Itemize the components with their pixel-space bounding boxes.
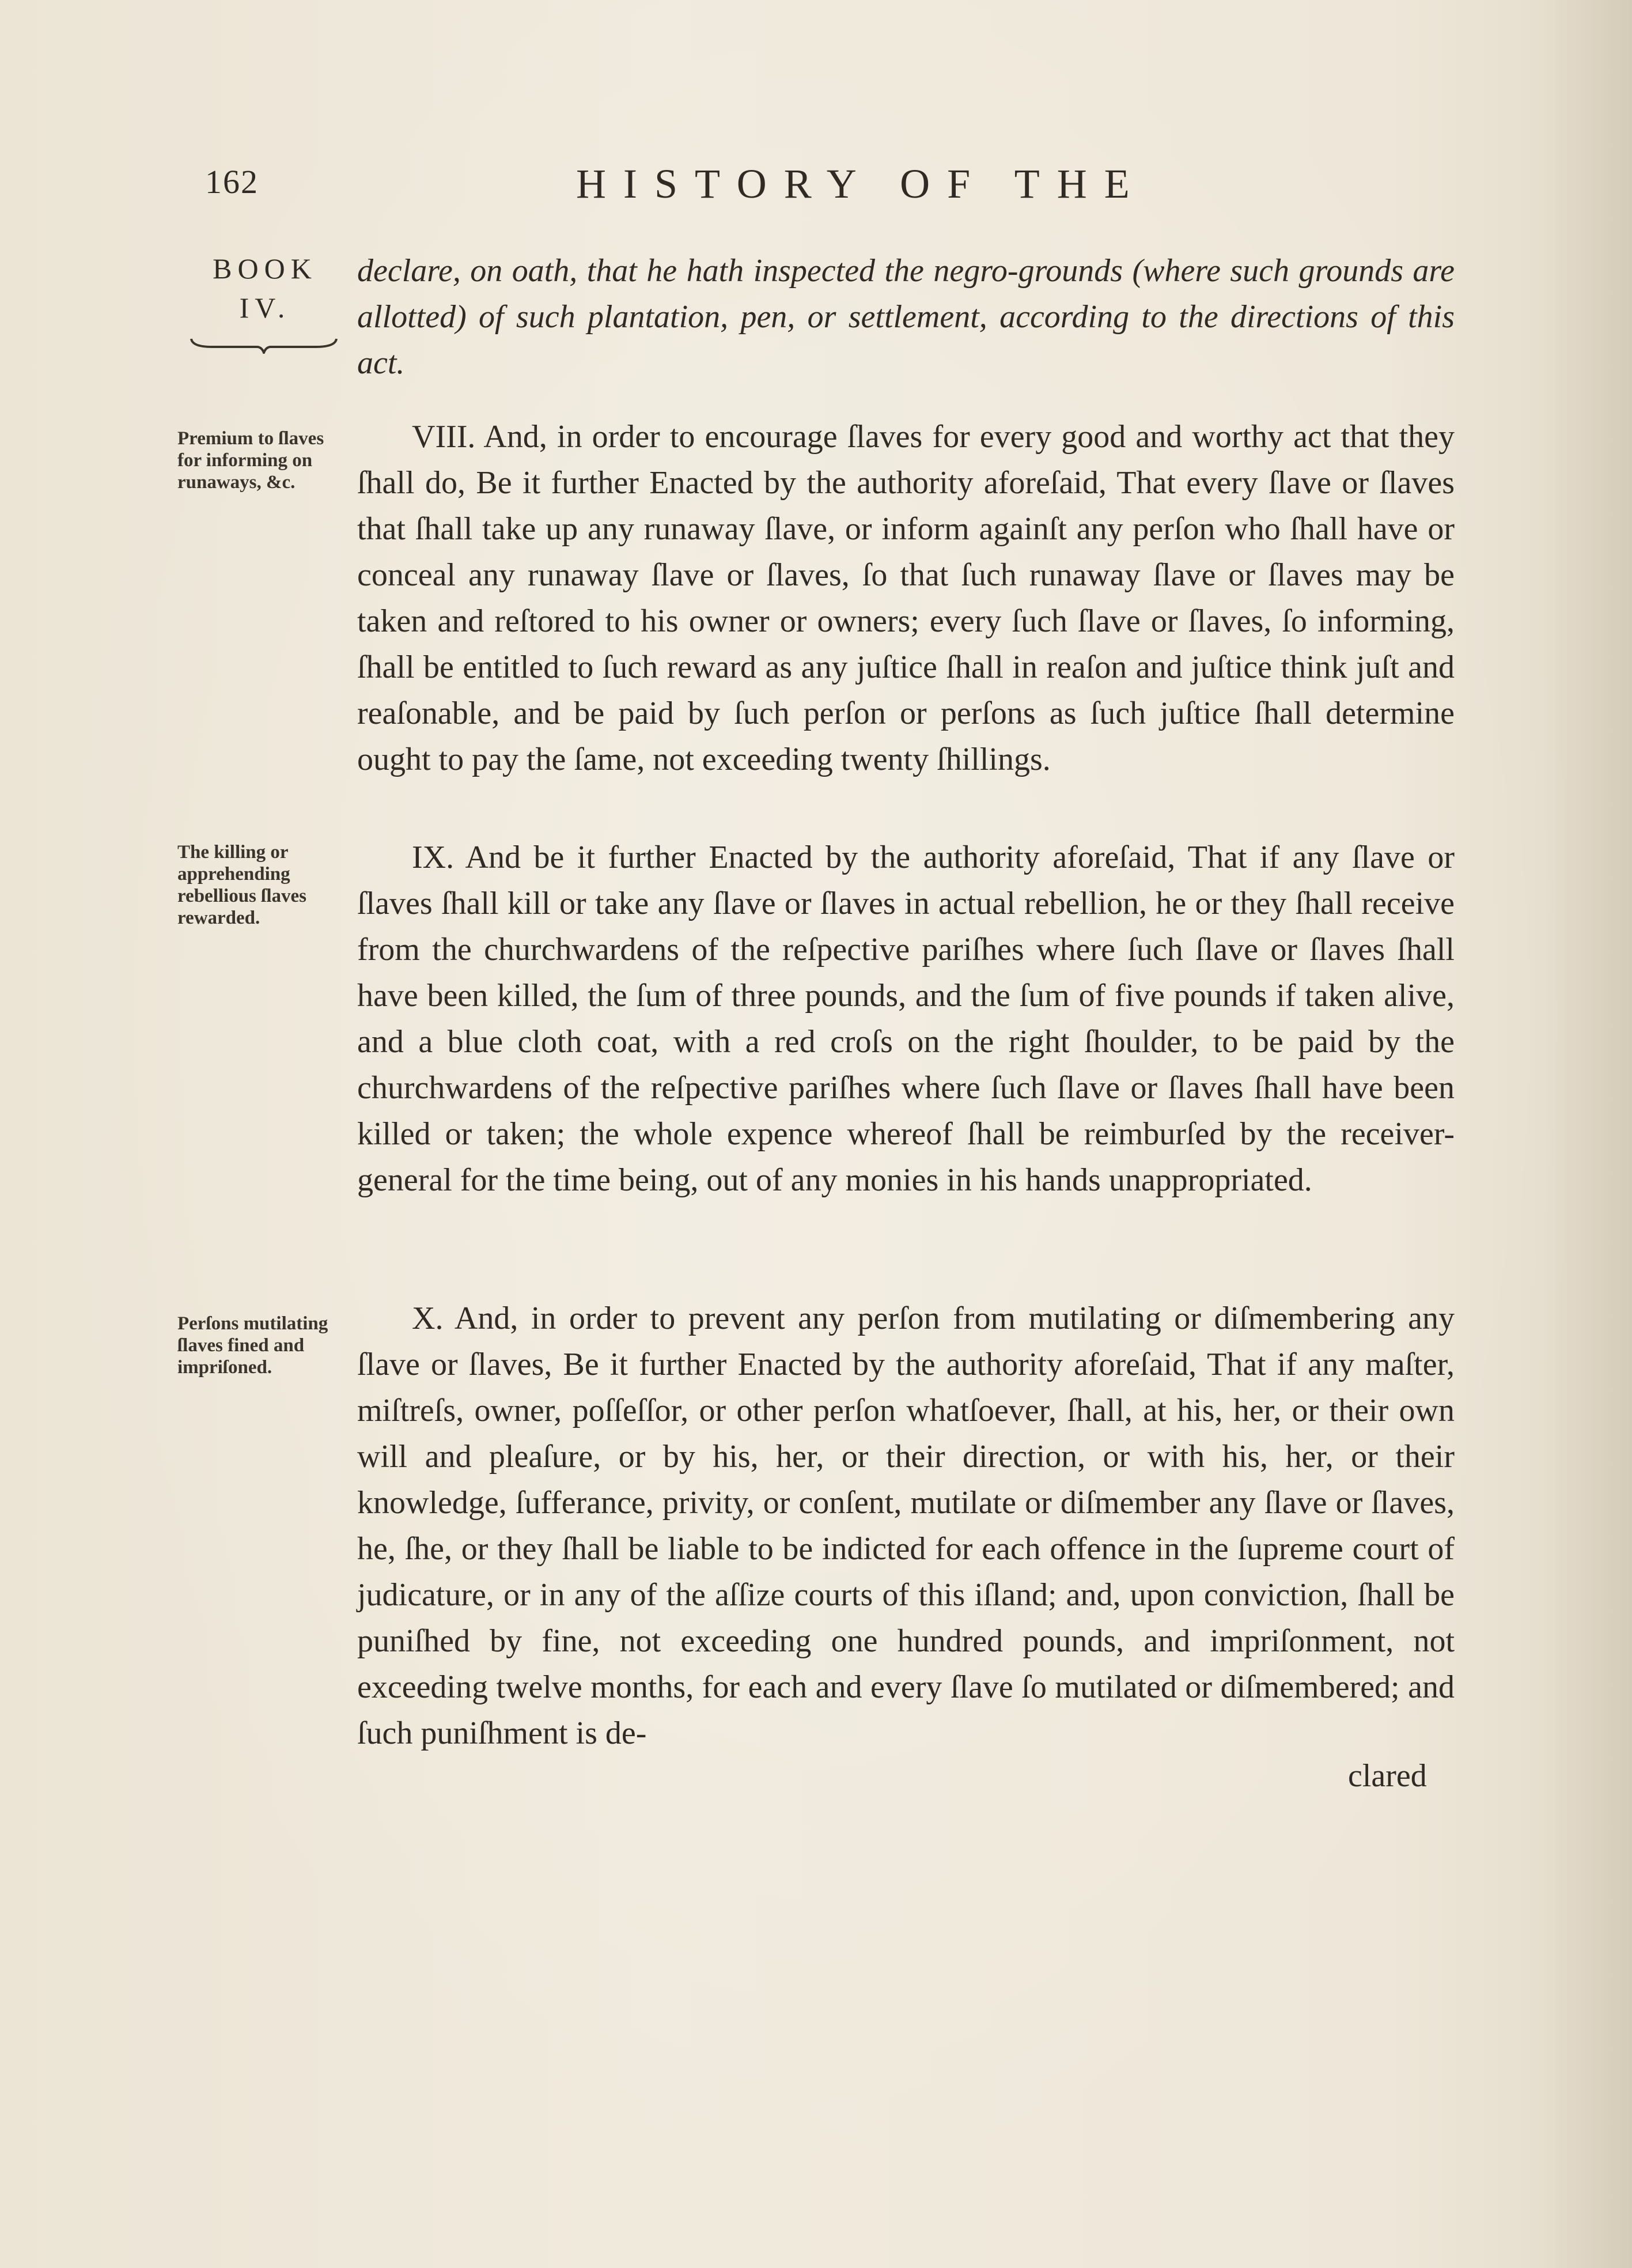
book-label-line2: IV. [239,292,291,324]
page-edge-shadow [1540,0,1632,2268]
brace-ornament-icon [189,337,339,354]
book-label-line1: BOOK [213,252,317,285]
page-number: 162 [205,163,259,201]
section-9-text: IX. And be it further Enacted by the authority aforeſaid, That if any ſlave or ſlaves ſhall kill or take any ſlave or ſlaves in actual rebellion, he or they ſhall receive from the churchwardens of the reſpective pariſhes where ſuch ſlave or ſlaves ſhall have been killed, the ſum of three pounds, and the ſum of five pounds if taken alive, and a blue cloth coat, with a red croſs on the right ſhoulder, to be paid by the churchwardens of the reſpective pariſhes where ſuch ſlave or ſlaves ſhall have been killed or taken; the whole expence whereof ſhall be reimburſed by the receiver-general for the time being, out of any monies in his hands unappropriated. [357,840,1455,1198]
running-head: HISTORY OF THE [576,161,1147,207]
marginal-note-section-10: Perſons mutilating ſlaves fined and impriſoned. [177,1313,328,1378]
marginal-note-section-8: Premium to ſlaves for informing on runaways, &c. [177,428,324,493]
continuation-text: declare, on oath, that he hath inspected the negro-grounds (where such grounds are allotted) of such plantation, pen, or settlement, according to the directions of this act. [357,253,1455,381]
book-label [190,249,340,327]
marginal-note-section-9: The killing or apprehending rebellious ſlaves rewarded. [177,842,306,928]
section-10 [357,1295,1455,1756]
catchword: clared [1348,1758,1427,1794]
section-10-text: X. And, in order to prevent any perſon from mutilating or diſmembering any ſlave or ſlaves, Be it further Enacted by the authority aforeſaid, That if any maſter, miſtreſs, owner, poſſeſſor, or other perſon whatſoever, ſhall, at his, her, or their own will and pleaſure, or by his, her, or their direction, or with his, her, or their knowledge, ſufferance, privity, or conſent, mutilate or diſmember any ſlave or ſlaves, he, ſhe, or they ſhall be liable to be indicted for each offence in the ſupreme court of judicature, or in any of the aſſize courts of this iſland; and, upon conviction, ſhall be puniſhed by fine, not exceeding one hundred pounds, and impriſonment, not exceeding twelve months, for each and every ſlave ſo mutilated or diſmembered; and ſuch puniſhment is de- [357,1301,1455,1751]
section-8 [357,414,1455,783]
section-8-text: VIII. And, in order to encourage ſlaves for every good and worthy act that they ſhall do, Be it further Enacted by the authority aforeſaid, That every ſlave or ſlaves that ſhall take up any runaway ſlave, or inform againſt any perſon who ſhall have or conceal any runaway ſlave or ſlaves, ſo that ſuch runaway ſlave or ſlaves may be taken and reſtored to his owner or owners; every ſuch ſlave or ſlaves, ſo informing, ſhall be entitled to ſuch reward as any juſtice ſhall in reaſon and juſtice think juſt and reaſonable, and be paid by ſuch perſon or perſons as ſuch juſtice ſhall determine ought to pay the ſame, not exceeding twenty ſhillings. [357,419,1455,777]
section-9 [357,834,1455,1203]
